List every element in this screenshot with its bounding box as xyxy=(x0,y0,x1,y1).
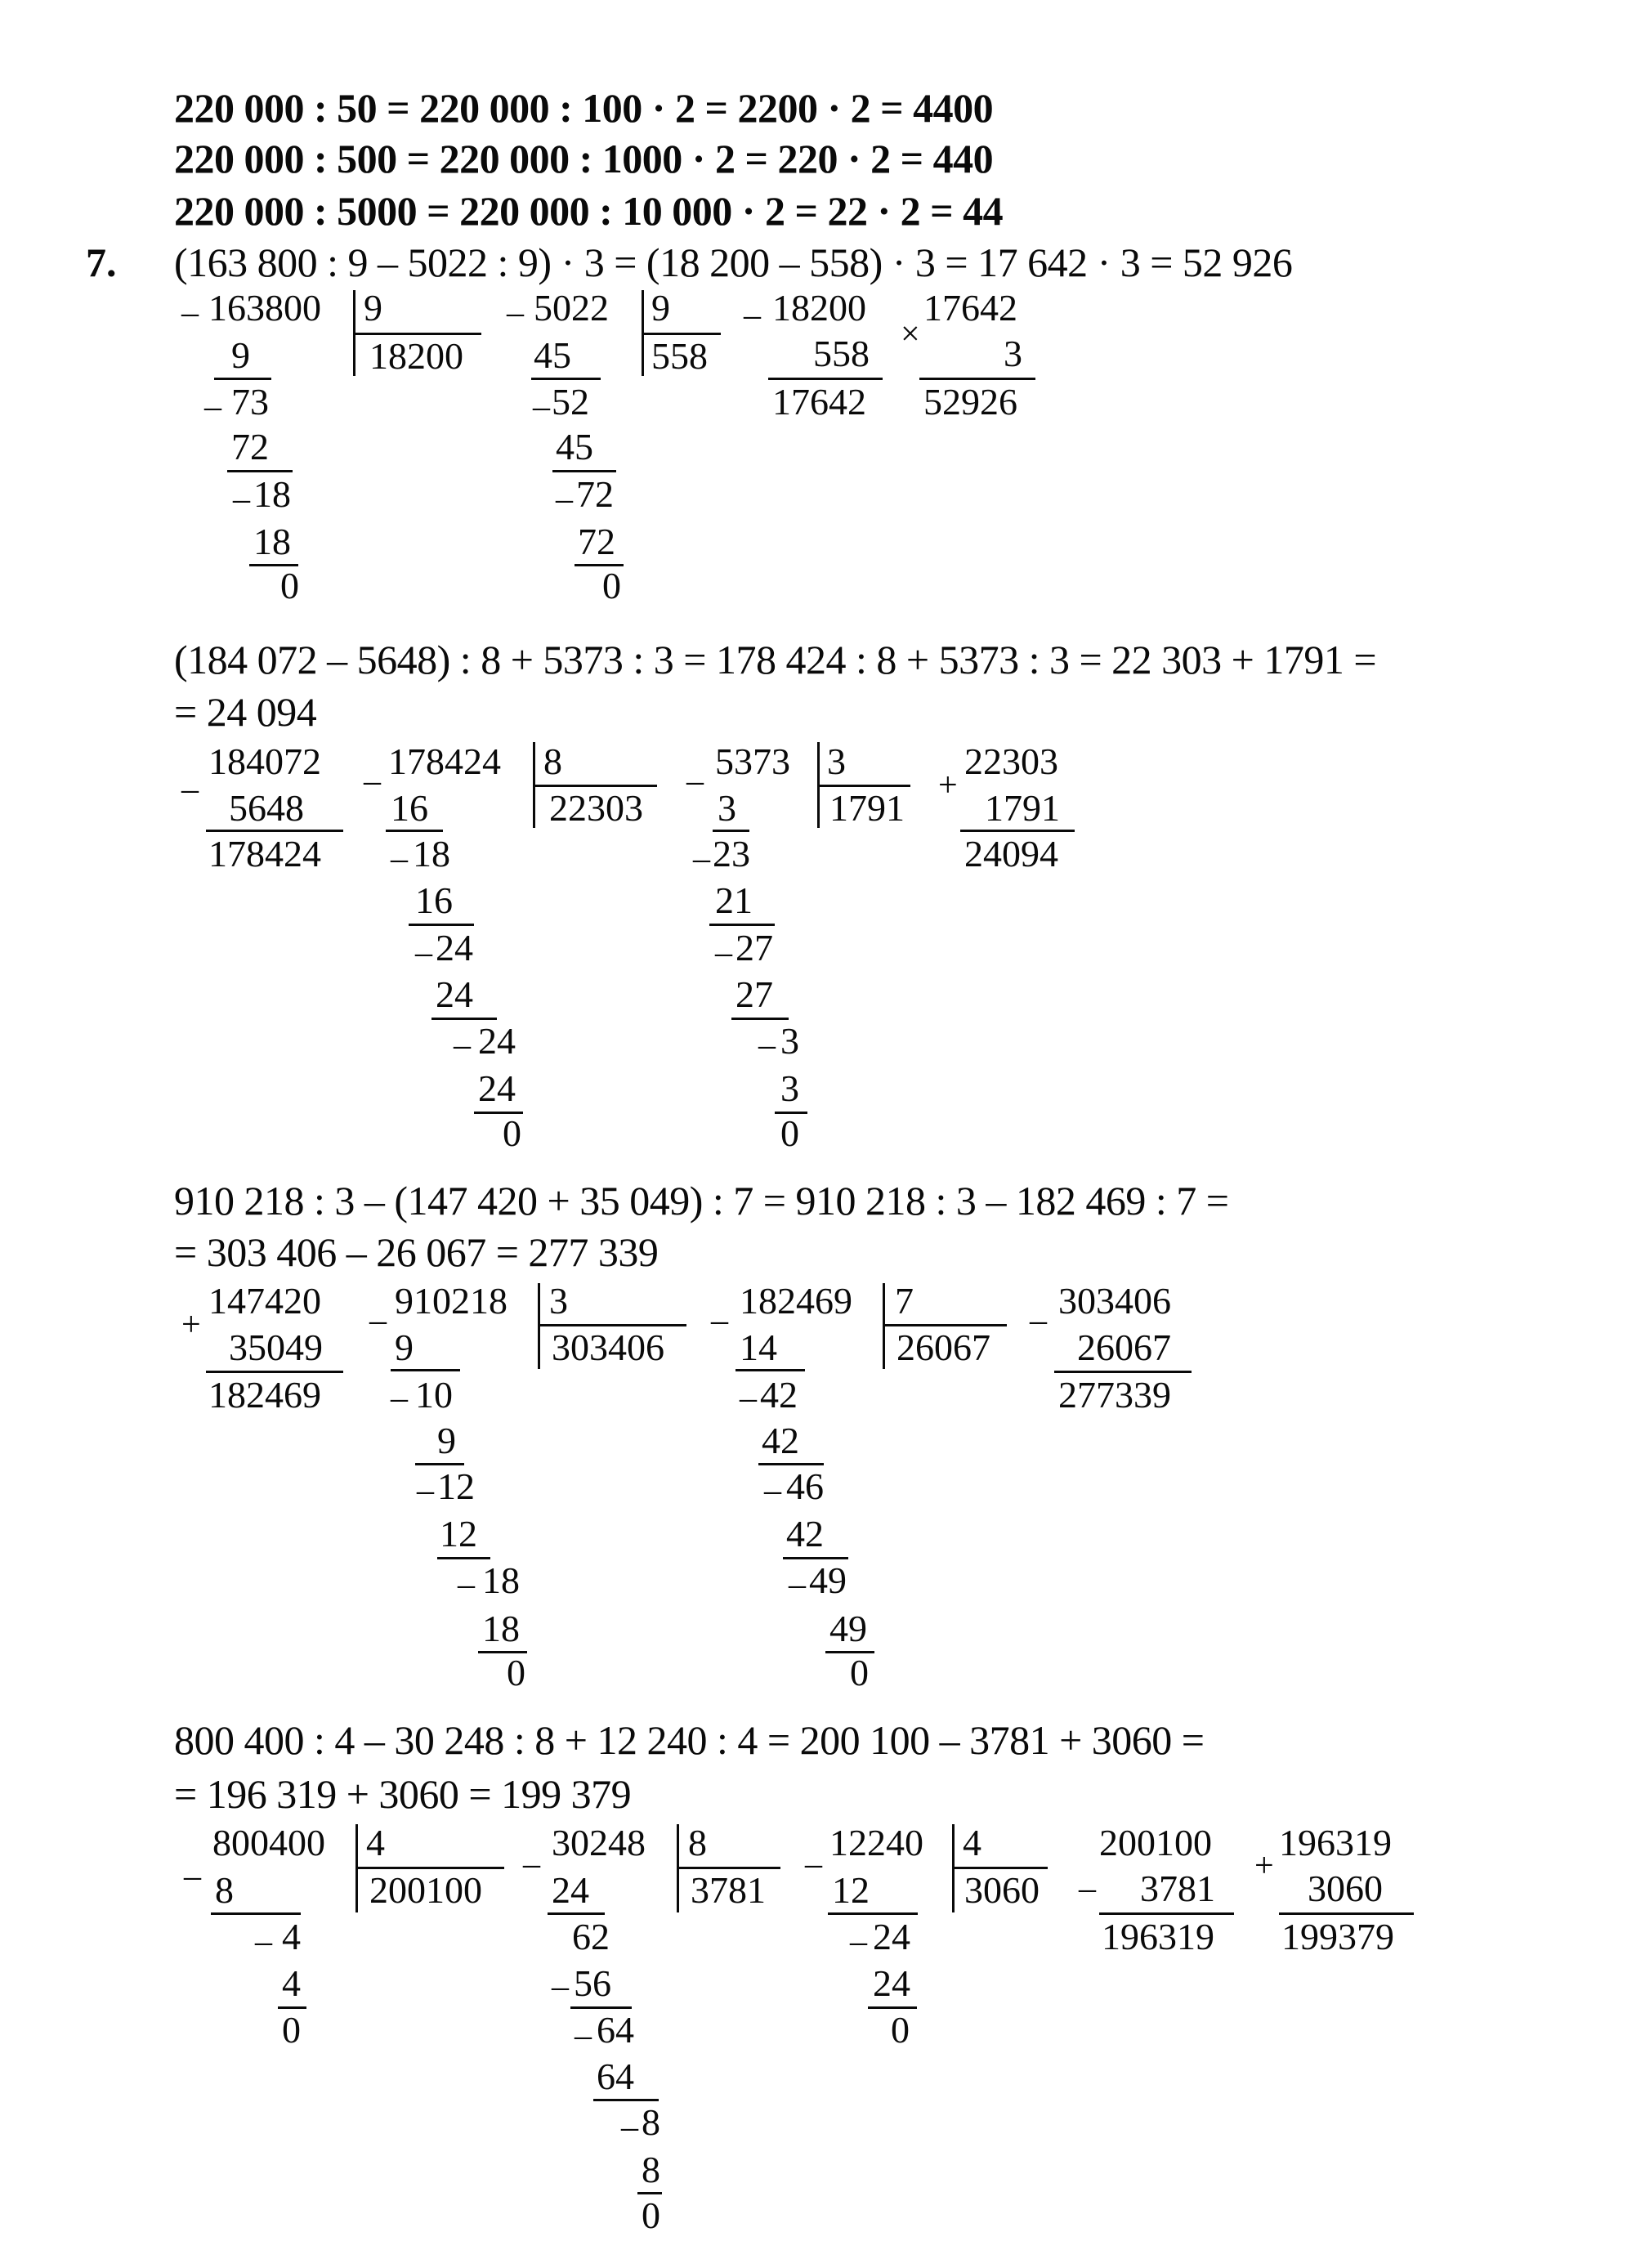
quotient: 303406 xyxy=(552,1326,664,1368)
factor-top: 17642 xyxy=(923,287,1017,329)
step: 21 xyxy=(715,879,753,921)
quotient: 22303 xyxy=(549,787,643,829)
step: 10 xyxy=(415,1374,453,1416)
product: 52926 xyxy=(923,381,1017,423)
dividend: 5373 xyxy=(715,740,790,782)
remainder: 0 xyxy=(602,565,621,606)
step: 8 xyxy=(215,1869,234,1911)
step: 16 xyxy=(415,879,453,921)
addend-top: 196319 xyxy=(1279,1822,1392,1863)
step: 18 xyxy=(482,1559,520,1601)
minus-sign: – xyxy=(255,1923,272,1961)
plus-sign: + xyxy=(181,1306,201,1344)
step: 18 xyxy=(413,833,450,875)
step: 64 xyxy=(597,2056,634,2097)
minus-sign: – xyxy=(744,297,761,334)
remainder: 0 xyxy=(891,2009,910,2051)
step: 72 xyxy=(578,521,615,562)
step: 52 xyxy=(552,381,589,423)
minus-sign: – xyxy=(1030,1302,1047,1340)
divisor: 7 xyxy=(895,1280,914,1322)
factor-bottom: 3 xyxy=(1004,333,1022,374)
addend-bottom: 35049 xyxy=(229,1326,323,1368)
subtrahend-top: 200100 xyxy=(1099,1822,1212,1863)
minus-sign: – xyxy=(533,388,550,426)
step: 27 xyxy=(736,973,773,1015)
minus-sign: – xyxy=(715,934,732,972)
sum: 182469 xyxy=(208,1374,321,1416)
step: 3 xyxy=(780,1020,799,1062)
step: 9 xyxy=(231,334,250,376)
divisor: 3 xyxy=(549,1280,568,1322)
equation-line-4: (163 800 : 9 – 5022 : 9) · 3 = (18 200 – 558) · 3 = 17 642 · 3 = 52 926 xyxy=(174,239,1293,285)
subtrahend-bottom: 3781 xyxy=(1140,1868,1215,1909)
difference: 17642 xyxy=(772,381,866,423)
divisor: 4 xyxy=(963,1822,981,1863)
dividend: 910218 xyxy=(395,1280,507,1322)
equation-line-2: 220 000 : 500 = 220 000 : 1000 · 2 = 220 · 2 = 440 xyxy=(174,136,994,181)
sum: 199379 xyxy=(1281,1916,1394,1957)
minus-sign: – xyxy=(391,1380,408,1417)
step: 12 xyxy=(437,1465,475,1507)
step: 62 xyxy=(572,1916,610,1957)
quotient: 200100 xyxy=(369,1869,482,1911)
equation-line-6: = 24 094 xyxy=(174,689,317,735)
dividend: 30248 xyxy=(552,1822,646,1863)
step: 24 xyxy=(873,1916,910,1957)
minus-sign: – xyxy=(805,1845,822,1883)
minus-sign: – xyxy=(556,481,573,518)
minus-sign: – xyxy=(233,481,250,518)
step: 64 xyxy=(597,2009,634,2051)
remainder: 0 xyxy=(280,565,299,606)
minus-sign: – xyxy=(711,1302,728,1340)
difference: 178424 xyxy=(208,833,321,875)
dividend: 178424 xyxy=(388,740,501,782)
step: 56 xyxy=(574,1962,611,2004)
divisor: 3 xyxy=(827,740,846,782)
divisor: 9 xyxy=(651,287,670,329)
subtrahend-bottom: 558 xyxy=(813,333,870,374)
dividend: 800400 xyxy=(212,1822,325,1863)
minus-sign: – xyxy=(789,1566,806,1604)
minus-sign: – xyxy=(458,1566,475,1604)
minus-sign: – xyxy=(621,2109,638,2146)
step: 8 xyxy=(642,2101,660,2143)
minus-sign: – xyxy=(181,771,199,808)
difference: 196319 xyxy=(1102,1916,1214,1957)
difference: 277339 xyxy=(1058,1374,1171,1416)
divisor: 8 xyxy=(688,1822,707,1863)
addend-bottom: 1791 xyxy=(985,787,1060,829)
subtrahend-top: 18200 xyxy=(772,287,866,329)
dividend: 182469 xyxy=(740,1280,852,1322)
step: 46 xyxy=(786,1465,824,1507)
step: 24 xyxy=(436,973,473,1015)
step: 24 xyxy=(552,1869,589,1911)
quotient: 26067 xyxy=(896,1326,990,1368)
remainder: 0 xyxy=(282,2009,301,2051)
step: 18 xyxy=(253,473,291,515)
step: 49 xyxy=(809,1559,847,1601)
minus-sign: – xyxy=(454,1027,471,1064)
minus-sign: – xyxy=(764,1472,781,1510)
equation-line-9: 800 400 : 4 – 30 248 : 8 + 12 240 : 4 = 200 100 – 3781 + 3060 = xyxy=(174,1717,1205,1763)
step: 27 xyxy=(736,927,773,968)
quotient: 1791 xyxy=(829,787,905,829)
addend-top: 147420 xyxy=(208,1280,321,1322)
equation-line-5: (184 072 – 5648) : 8 + 5373 : 3 = 178 424 : 8 + 5373 : 3 = 22 303 + 1791 = xyxy=(174,637,1377,682)
subtrahend-top: 184072 xyxy=(208,740,321,782)
plus-sign: + xyxy=(938,767,958,804)
minus-sign: – xyxy=(575,2017,592,2055)
step: 3 xyxy=(780,1067,799,1109)
minus-sign: – xyxy=(369,1302,387,1340)
subtrahend-bottom: 26067 xyxy=(1077,1326,1171,1368)
divisor: 9 xyxy=(364,287,382,329)
remainder: 0 xyxy=(642,2194,660,2236)
equation-line-10: = 196 319 + 3060 = 199 379 xyxy=(174,1771,632,1817)
step: 45 xyxy=(534,334,571,376)
step: 24 xyxy=(478,1020,516,1062)
minus-sign: – xyxy=(552,1968,569,2006)
equation-line-1: 220 000 : 50 = 220 000 : 100 · 2 = 2200 · 2 = 4400 xyxy=(174,85,994,131)
step: 45 xyxy=(556,426,593,467)
minus-sign: – xyxy=(758,1027,776,1064)
minus-sign: – xyxy=(523,1845,540,1883)
minus-sign: – xyxy=(1079,1870,1096,1908)
minus-sign: – xyxy=(686,763,704,800)
minus-sign: – xyxy=(391,840,408,878)
task-number: 7. xyxy=(86,239,117,285)
minus-sign: – xyxy=(417,1472,434,1510)
step: 24 xyxy=(436,927,473,968)
step: 9 xyxy=(437,1420,456,1461)
divisor: 4 xyxy=(366,1822,385,1863)
equation-line-3: 220 000 : 5000 = 220 000 : 10 000 · 2 = 22 · 2 = 44 xyxy=(174,188,1004,234)
divisor: 8 xyxy=(543,740,562,782)
minus-sign: – xyxy=(850,1923,867,1961)
step: 49 xyxy=(829,1608,867,1649)
dividend: 12240 xyxy=(829,1822,923,1863)
minus-sign: – xyxy=(507,294,524,332)
step: 12 xyxy=(832,1869,870,1911)
step: 14 xyxy=(740,1326,777,1368)
subtrahend-top: 303406 xyxy=(1058,1280,1171,1322)
step: 8 xyxy=(642,2149,660,2190)
remainder: 0 xyxy=(503,1112,521,1154)
remainder: 0 xyxy=(780,1112,799,1154)
quotient: 558 xyxy=(651,335,708,377)
step: 42 xyxy=(760,1374,798,1416)
step: 73 xyxy=(231,381,269,423)
minus-sign: – xyxy=(415,934,432,972)
step: 9 xyxy=(395,1326,414,1368)
step: 72 xyxy=(231,426,269,467)
times-sign: × xyxy=(901,315,920,353)
step: 18 xyxy=(482,1608,520,1649)
step: 42 xyxy=(786,1513,824,1554)
remainder: 0 xyxy=(850,1652,869,1693)
step: 72 xyxy=(576,473,614,515)
step: 16 xyxy=(391,787,428,829)
step: 4 xyxy=(282,1916,301,1957)
sum: 24094 xyxy=(964,833,1058,875)
minus-sign: – xyxy=(740,1380,757,1417)
step: 24 xyxy=(873,1962,910,2004)
minus-sign: – xyxy=(693,840,710,878)
quotient: 3781 xyxy=(691,1869,766,1911)
step: 4 xyxy=(282,1962,301,2004)
minus-sign: – xyxy=(184,1858,201,1895)
step: 42 xyxy=(762,1420,799,1461)
equation-line-7: 910 218 : 3 – (147 420 + 35 049) : 7 = 910 218 : 3 – 182 469 : 7 = xyxy=(174,1178,1229,1223)
addend-bottom: 3060 xyxy=(1308,1868,1383,1909)
addend-top: 22303 xyxy=(964,740,1058,782)
step-rule xyxy=(736,1369,805,1371)
step: 3 xyxy=(718,787,736,829)
step-rule xyxy=(391,1369,460,1371)
step: 24 xyxy=(478,1067,516,1109)
step: 18 xyxy=(253,521,291,562)
remainder: 0 xyxy=(507,1652,525,1693)
subtrahend-bottom: 5648 xyxy=(229,787,304,829)
step: 12 xyxy=(440,1513,477,1554)
dividend: 5022 xyxy=(534,287,609,329)
minus-sign: – xyxy=(364,763,381,800)
dividend: 163800 xyxy=(208,287,321,329)
minus-sign: – xyxy=(204,388,221,426)
step: 23 xyxy=(713,833,750,875)
plus-sign: + xyxy=(1254,1847,1274,1885)
quotient: 3060 xyxy=(964,1869,1040,1911)
minus-sign: – xyxy=(181,294,199,332)
quotient: 18200 xyxy=(369,335,463,377)
equation-line-8: = 303 406 – 26 067 = 277 339 xyxy=(174,1229,659,1275)
